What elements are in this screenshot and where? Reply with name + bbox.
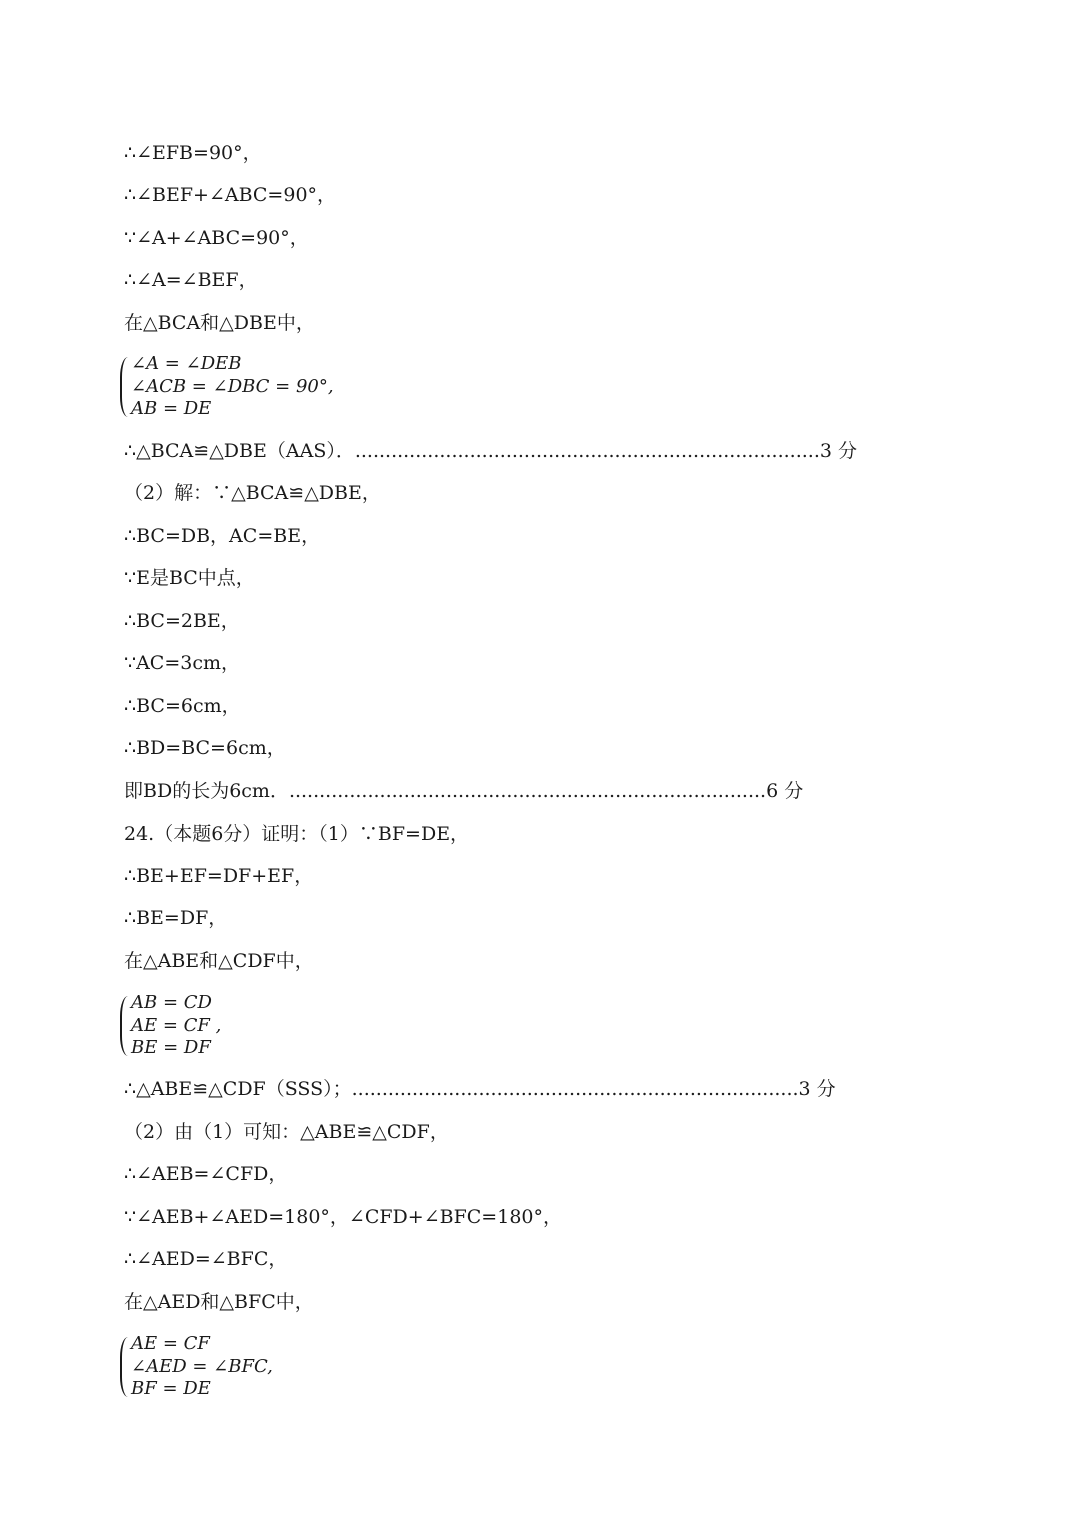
proof-line: ∴BC=DB，AC=BE， — [124, 525, 321, 547]
question-heading: 24.（本题6分）证明：（1）∵BF=DE， — [124, 823, 470, 845]
equation-row: BE = DF — [131, 1037, 211, 1058]
proof-line: ∴BE=DF， — [124, 907, 228, 929]
proof-line: ∵E是BC中点， — [124, 567, 255, 589]
equation-row: AE = CF , — [131, 1014, 222, 1036]
proof-line: （2）解：∵△BCA≌△DBE， — [124, 482, 381, 504]
proof-line: ∵∠AEB+∠AED=180°，∠CFD+∠BFC=180°， — [124, 1206, 562, 1228]
proof-line: ∵∠A+∠ABC=90°， — [124, 227, 309, 249]
equation-row: AB = CD — [131, 992, 212, 1013]
proof-line: （2）由（1）可知：△ABE≌△CDF， — [124, 1121, 449, 1143]
proof-line: ∴BC=6cm， — [124, 695, 241, 717]
equation-row: AB = DE — [131, 398, 212, 419]
proof-line: ∴∠A=∠BEF， — [124, 269, 258, 291]
proof-line: ∴BD=BC=6cm， — [124, 737, 286, 759]
proof-line: 即BD的长为6cm．...............................................................................6 分 — [124, 780, 804, 802]
proof-line: ∴∠AEB=∠CFD， — [124, 1163, 288, 1185]
equation-system — [120, 353, 334, 421]
proof-line: 在△ABE和△CDF中， — [124, 950, 314, 972]
proof-line: ∴BE+EF=DF+EF， — [124, 865, 314, 887]
equation-row: ∠ACB = ∠DBC = 90°, — [131, 375, 334, 397]
proof-line: ∴∠BEF+∠ABC=90°， — [124, 184, 337, 206]
equation-row: ∠AED = ∠BFC, — [131, 1355, 273, 1377]
proof-line: 在△AED和△BFC中， — [124, 1291, 314, 1313]
equation-row: AE = CF — [131, 1333, 210, 1354]
proof-line: ∴BC=2BE， — [124, 610, 240, 632]
proof-line: ∴△ABE≌△CDF（SSS）；..........................................................................3 分 — [124, 1078, 836, 1100]
equation-system — [120, 1333, 273, 1401]
equation-row: BF = DE — [131, 1378, 211, 1399]
equation-system — [120, 992, 221, 1060]
proof-line: ∴△BCA≌△DBE（AAS）．.............................................................................3 分 — [124, 440, 858, 462]
proof-line: 在△BCA和△DBE中， — [124, 312, 315, 334]
proof-line: ∴∠EFB=90°， — [124, 142, 262, 164]
proof-line: ∴∠AED=∠BFC， — [124, 1248, 288, 1270]
proof-line: ∵AC=3cm， — [124, 652, 241, 674]
equation-row: ∠A = ∠DEB — [131, 353, 242, 374]
